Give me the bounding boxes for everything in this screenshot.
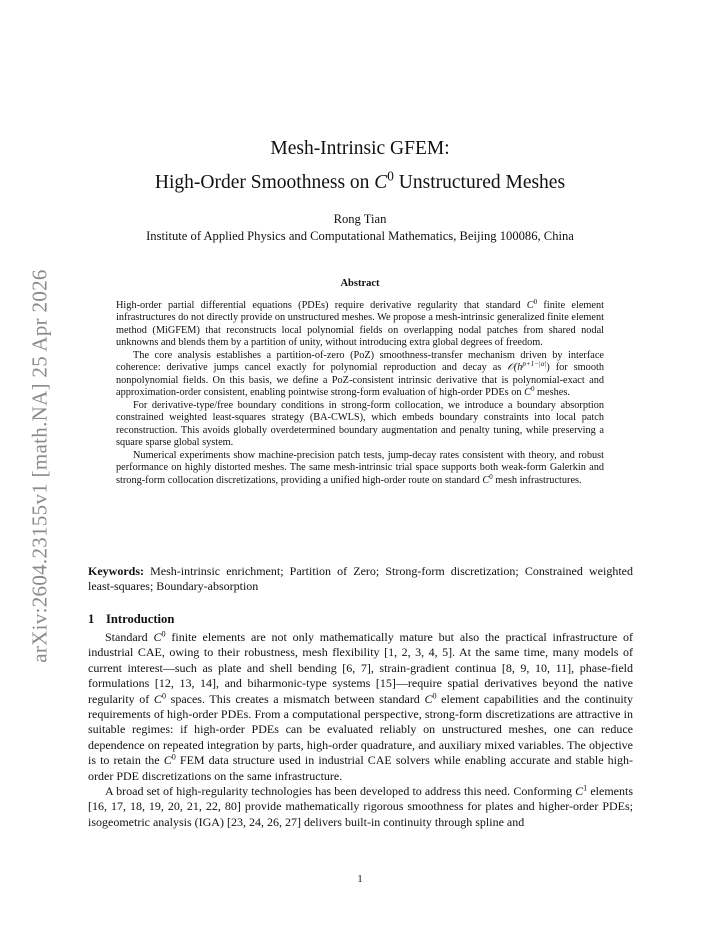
abstract-heading: Abstract	[340, 278, 380, 289]
abstract-p4-b: mesh infrastructures.	[492, 474, 582, 486]
abstract-p1-a: High-order partial differential equations (PDEs) require derivative regularity that standard	[116, 299, 527, 311]
author-name: Rong Tian	[333, 212, 387, 226]
author-block	[80, 211, 640, 245]
section-number: 1	[88, 612, 95, 626]
keywords-text: Mesh-intrinsic enrichment; Partition of Zero; Strong-form discretization; Constrained weighted least-squares; Boundary-absorption	[88, 564, 633, 593]
abstract-p2-c: meshes.	[534, 387, 570, 398]
math-superscript: 0	[533, 297, 538, 306]
intro-p1-e: FEM data structure used in industrial CAE solvers while enabling accurate and stable high-order PDE discretizations on the same infrastructure.	[88, 753, 633, 783]
intro-p1-b: finite elements are not only mathematically mature but also the practical infrastructure of industrial CAE, owing to their robustness, mesh flexibility [1, 2, 3, 4, 5]. At the same time, many models of current interest—such as plate and shell bending [6, 7], strain-gradient continua [8, 9, 10, 11], phase-field formulations [12, 13, 14], and biharmonic-type systems [15]—require spatial derivatives beyond the native regularity of	[88, 630, 634, 706]
math-c: C	[424, 691, 433, 706]
math-c: C	[163, 753, 172, 768]
abstract	[116, 278, 604, 487]
math-c: C	[526, 299, 534, 311]
math-superscript: 0	[387, 168, 394, 184]
keywords-label: Keywords:	[88, 564, 144, 578]
math-c: C	[524, 387, 531, 398]
paper-title	[80, 132, 640, 200]
author-affiliation: Institute of Applied Physics and Computational Mathematics, Beijing 100086, China	[146, 229, 574, 243]
math-superscript-1: 1	[583, 783, 588, 793]
math-superscript: 0	[530, 385, 535, 394]
abstract-p1-b: finite element infrastructures do not directly provide on unstructured meshes. We propose a mesh-intrinsic generalized finite element method (MiGFEM) that reconstructs local polynomial fields on overlapping nodal patches from shared nodal unknowns and blends them by a partition of unity, without introducing extra global degrees of freedom.	[116, 299, 605, 348]
arxiv-identifier: arXiv:2604.23155v1 [math.NA] 25 Apr 2026	[27, 269, 52, 663]
math-superscript: 0	[161, 691, 167, 701]
abstract-paragraph-3: For derivative-type/free boundary conditions in strong-form collocation, we introduce a boundary absorption constrained weighted least-squares strategy (BA-CWLS), which embeds boundary constraints into local patch reconstruction. This avoids globally overdetermined boundary augmentation and penalty tuning, while preserving a square sparse global system.	[116, 399, 604, 448]
abstract-p2-b: for smooth nonpolynomial fields. On this basis, we define a PoZ-consistent intrinsic derivative that is polynomial-exact and approximation-order consistent, enabling pointwise strong-form evaluation of high-order PDEs on	[116, 362, 604, 398]
section-title: Introduction	[106, 612, 175, 626]
math-c: C	[575, 784, 584, 799]
math-c: C	[153, 630, 162, 644]
math-c: C	[153, 691, 162, 706]
title-line-1: Mesh-Intrinsic GFEM:	[270, 138, 450, 159]
abstract-paragraph-2	[116, 350, 604, 400]
intro-p1-a: Standard	[105, 630, 154, 644]
order-exponent: p+1−|α|	[522, 360, 547, 369]
math-c: C	[482, 474, 490, 486]
math-c: C	[374, 172, 388, 193]
intro-p1-c: spaces. This creates a mismatch between standard	[166, 691, 425, 706]
abstract-p4-a: Numerical experiments show machine-precision patch tests, jump-decay rates consistent with theory, and robust performance on highly distorted meshes. The same mesh-intrinsic trial space supports both weak-form Galerkin and strong-form collocation discretizations, providing a unified high-order route on standard	[116, 449, 604, 486]
intro-paragraph-1	[88, 630, 633, 784]
title-line-2-pre: High-Order Smoothness on	[154, 172, 375, 193]
intro-p1-d: element capabilities and the continuity requirements of high-order PDEs. From a computational perspective, strong-form discretizations are attractive in suitable regimes: if high-order PDEs can be evaluated reliably on unstructured meshes, one can reduce dependence on repeated integration by parts, high-order quadrature, and auxiliary mixed variables. The objective is to retain the	[88, 691, 633, 768]
math-superscript: 0	[171, 752, 176, 762]
math-superscript: 0	[161, 629, 166, 639]
abstract-p2-a: The core analysis establishes a partition-of-zero (PoZ) smoothness-transfer mechanism driven by interface coherence: derivative jumps cancel exactly for polynomial reproduction and decay as	[116, 349, 604, 373]
title-line-2-post: Unstructured Meshes	[393, 172, 566, 193]
math-superscript: 0	[489, 472, 493, 481]
order-close: )	[546, 362, 550, 373]
section-heading	[88, 612, 174, 627]
page-number: 1	[357, 873, 363, 885]
intro-p2-a: A broad set of high-regularity technologies has been developed to address this need. Conforming	[105, 784, 576, 799]
title-line-2	[80, 166, 640, 200]
keywords	[88, 564, 633, 594]
introduction-body	[88, 630, 633, 830]
abstract-paragraph-4	[116, 450, 604, 488]
math-superscript: 0	[432, 691, 437, 701]
intro-p2-b: elements [16, 17, 18, 19, 20, 21, 22, 80] provide mathematically rigorous smoothness for plates and higher-order PDEs; isogeometric analysis (IGA) [23, 24, 26, 27] delivers built-in continuity through spline and	[88, 784, 634, 829]
order-notation: 𝒪(h	[507, 362, 523, 373]
abstract-paragraph-1	[116, 297, 605, 350]
intro-paragraph-2	[88, 784, 633, 830]
